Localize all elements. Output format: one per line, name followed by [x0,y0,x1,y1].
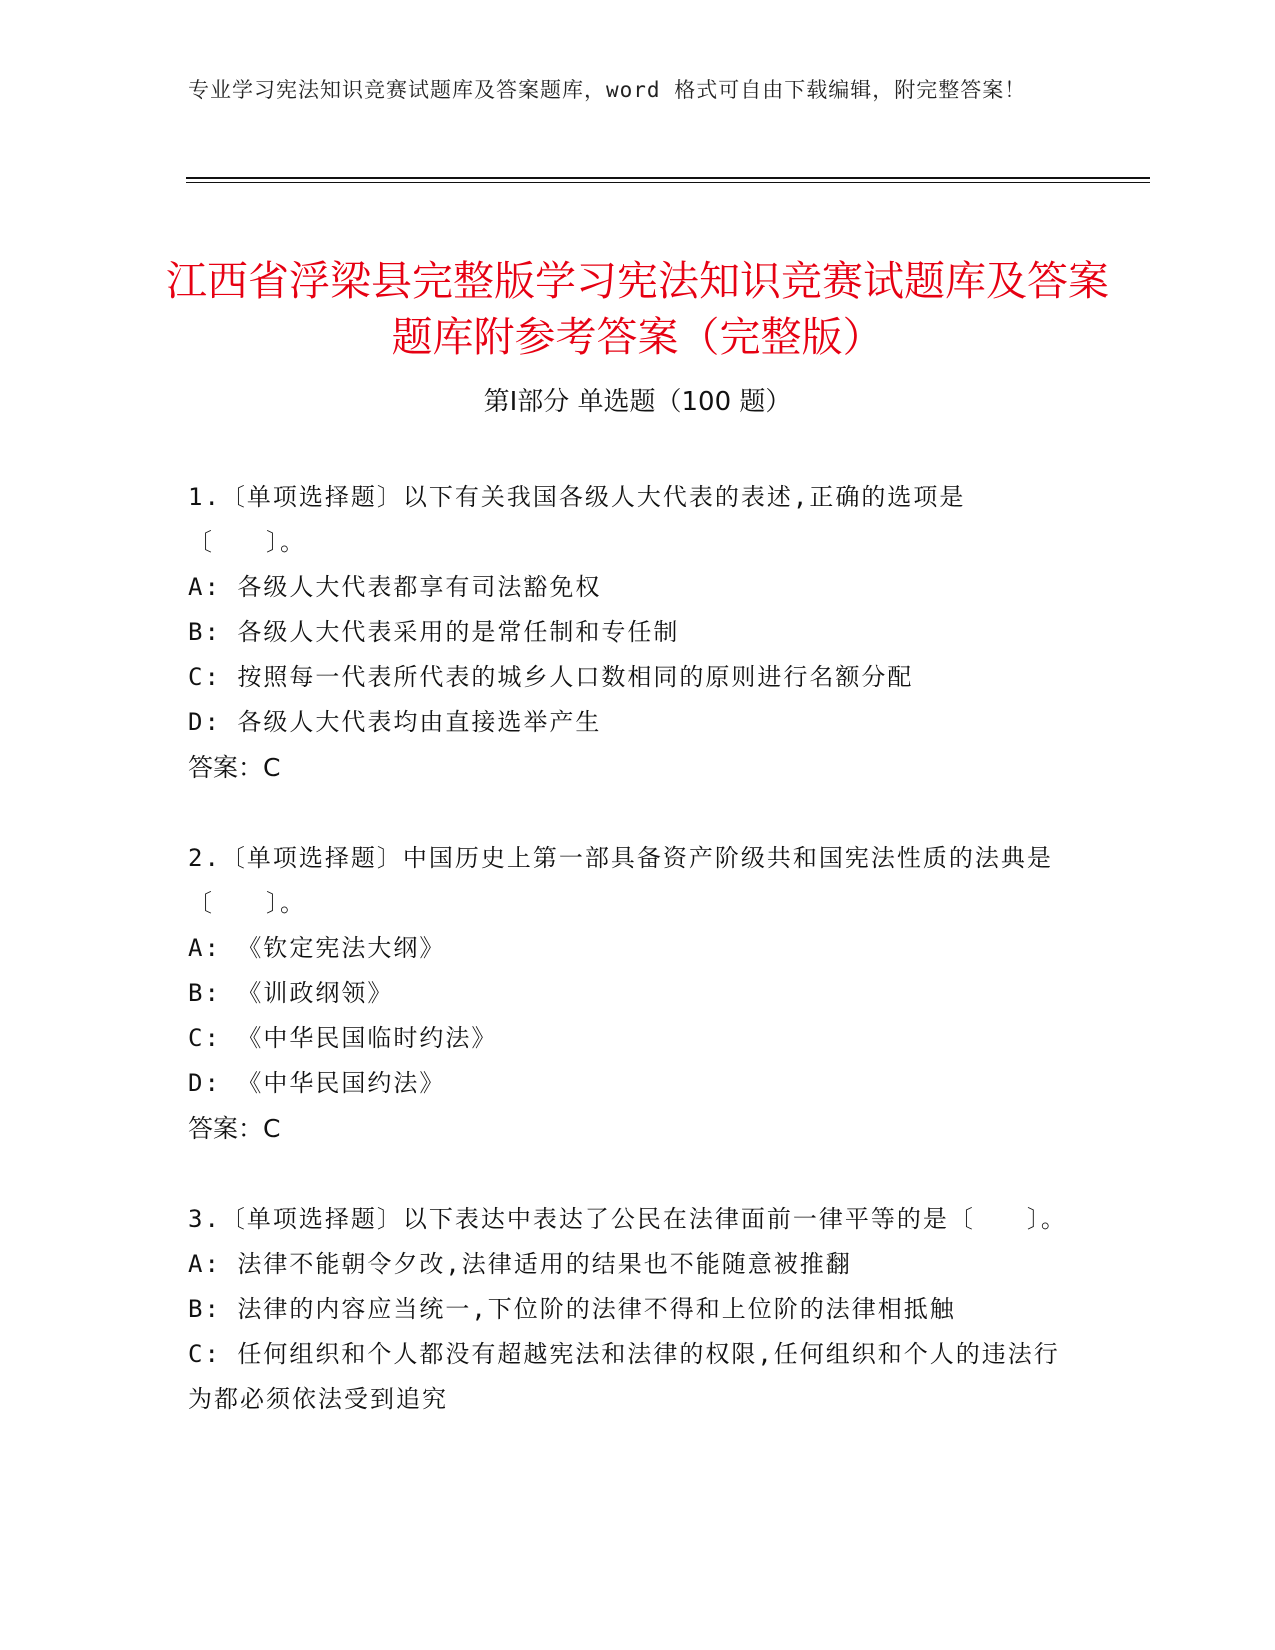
header-divider-thick [186,177,1150,179]
question-list [188,475,1068,1468]
question-stem: 1.〔单项选择题〕以下有关我国各级人大代表的表述,正确的选项是〔 〕。 [188,483,966,556]
question-item [188,475,1068,790]
option-d: D: 各级人大代表均由直接选举产生 [188,708,602,736]
option-c: C: 任何组织和个人都没有超越宪法和法律的权限,任何组织和个人的违法行为都必须依法受到追究 [188,1340,1060,1413]
option-a: A: 法律不能朝令夕改,法律适用的结果也不能随意被推翻 [188,1250,852,1278]
answer-line: 答案：C [188,753,281,782]
header-divider-thin [186,182,1150,183]
section-heading: 第Ⅰ部分 单选题（100 题） [483,387,792,417]
option-b: B: 各级人大代表采用的是常任制和专任制 [188,618,680,646]
answer-line: 答案：C [188,1114,281,1143]
option-b: B: 法律的内容应当统一,下位阶的法律不得和上位阶的法律相抵触 [188,1295,956,1323]
document-title: 江西省浮梁县完整版学习宪法知识竞赛试题库及答案题库附参考答案（完整版） [166,257,1109,362]
question-stem: 3.〔单项选择题〕以下表达中表达了公民在法律面前一律平等的是〔 〕。 [188,1205,1067,1233]
option-b: B: 《训政纲领》 [188,979,394,1007]
question-item [188,836,1068,1151]
option-c: C: 按照每一代表所代表的城乡人口数相同的原则进行名额分配 [188,663,914,691]
question-item [188,1197,1068,1422]
header-note: 专业学习宪法知识竞赛试题库及答案题库，word 格式可自由下载编辑，附完整答案！ [188,78,1027,102]
option-c: C: 《中华民国临时约法》 [188,1024,498,1052]
question-stem: 2.〔单项选择题〕中国历史上第一部具备资产阶级共和国宪法性质的法典是〔 〕。 [188,844,1053,917]
option-a: A: 《钦定宪法大纲》 [188,934,446,962]
option-d: D: 《中华民国约法》 [188,1069,446,1097]
option-a: A: 各级人大代表都享有司法豁免权 [188,573,602,601]
